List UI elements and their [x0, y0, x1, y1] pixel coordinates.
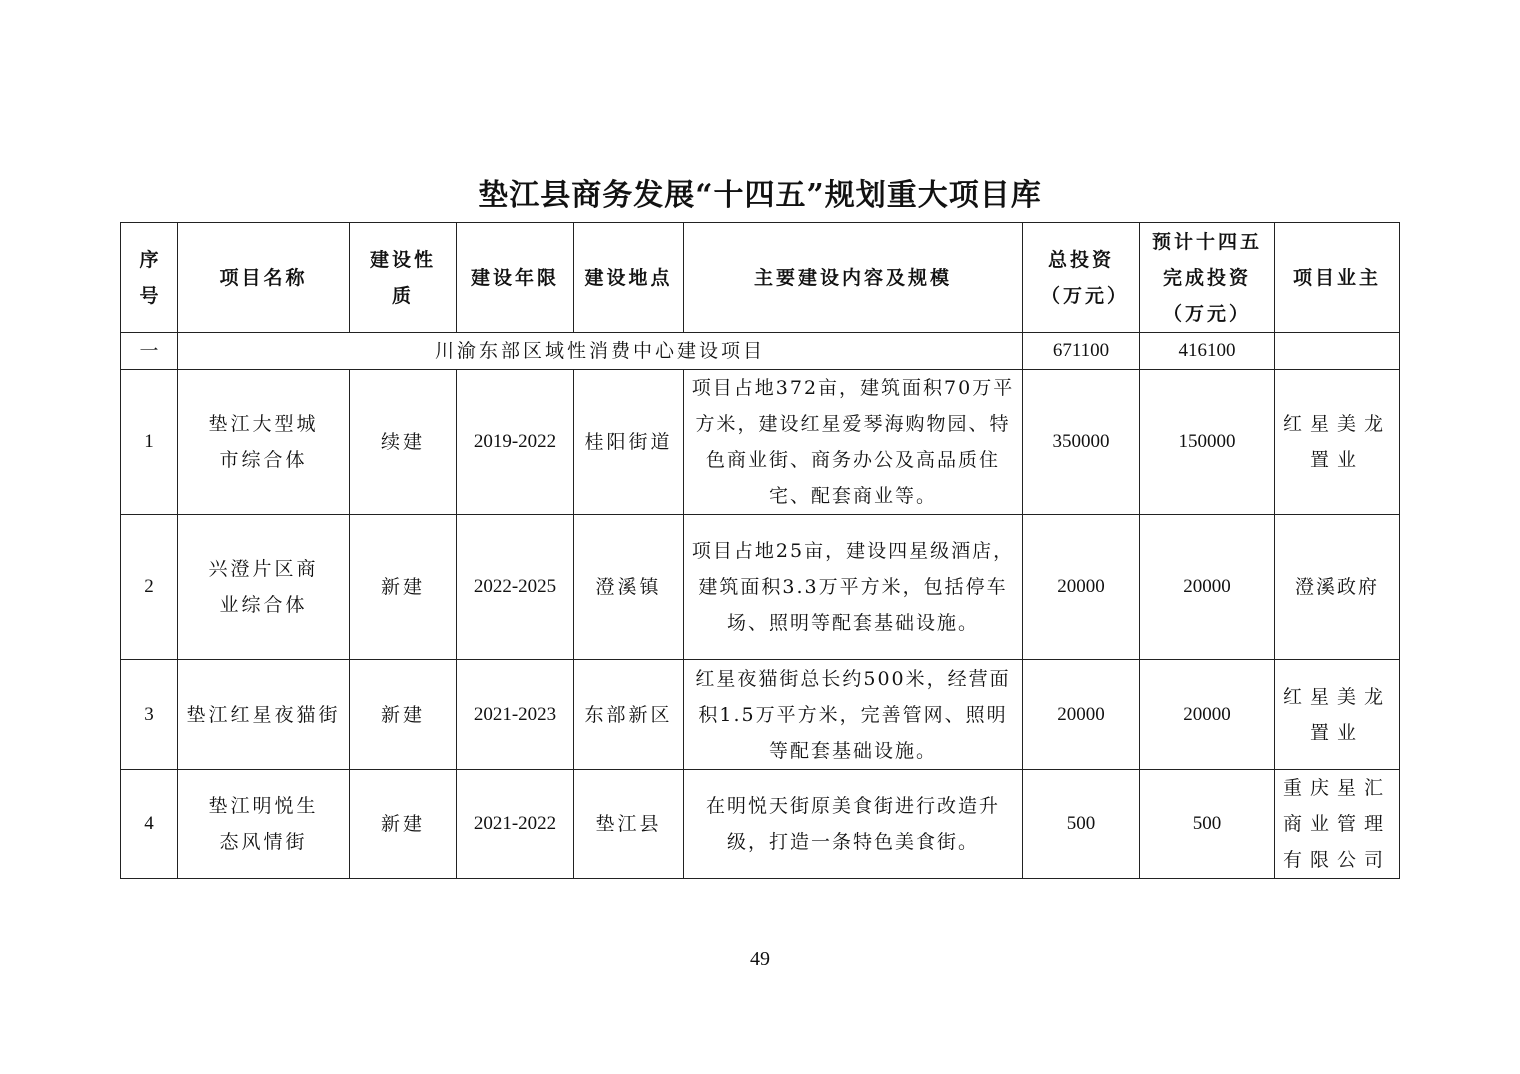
row-total: 500	[1023, 770, 1140, 879]
header-period: 建设年限	[457, 223, 574, 333]
row-no: 1	[121, 370, 178, 515]
row-content: 项目占地372亩，建筑面积70万平方米，建设红星爱琴海购物园、特色商业街、商务办公及高品质住宅、配套商业等。	[684, 370, 1023, 515]
row-owner: 重庆星汇商业管理有限公司	[1275, 770, 1400, 879]
group-row	[121, 333, 1400, 370]
row-content: 在明悦天街原美食街进行改造升级，打造一条特色美食街。	[684, 770, 1023, 879]
row-total: 20000	[1023, 515, 1140, 660]
page-title: 垫江县商务发展“十四五”规划重大项目库	[478, 178, 1042, 213]
header-total: 总投资（万元）	[1023, 223, 1140, 333]
row-planned: 500	[1140, 770, 1275, 879]
row-name: 垫江大型城市综合体	[178, 370, 350, 515]
row-nature: 新建	[350, 660, 457, 770]
header-nature: 建设性质	[350, 223, 457, 333]
row-no: 2	[121, 515, 178, 660]
row-nature: 续建	[350, 370, 457, 515]
group-name: 川渝东部区域性消费中心建设项目	[178, 333, 1023, 370]
row-location: 澄溪镇	[574, 515, 684, 660]
row-name: 兴澄片区商业综合体	[178, 515, 350, 660]
row-owner: 红星美龙置业	[1275, 660, 1400, 770]
row-planned: 20000	[1140, 515, 1275, 660]
group-total: 671100	[1023, 333, 1140, 370]
table-row	[121, 515, 1400, 660]
row-planned: 20000	[1140, 660, 1275, 770]
group-no: 一	[121, 333, 178, 370]
table-row	[121, 770, 1400, 879]
row-name: 垫江明悦生态风情街	[178, 770, 350, 879]
row-nature: 新建	[350, 770, 457, 879]
row-period: 2019-2022	[457, 370, 574, 515]
row-content: 红星夜猫街总长约500米，经营面积1.5万平方米，完善管网、照明等配套基础设施。	[684, 660, 1023, 770]
row-location: 桂阳街道	[574, 370, 684, 515]
row-period: 2022-2025	[457, 515, 574, 660]
header-name: 项目名称	[178, 223, 350, 333]
row-owner: 红星美龙置业	[1275, 370, 1400, 515]
group-owner	[1275, 333, 1400, 370]
header-planned: 预计十四五完成投资（万元）	[1140, 223, 1275, 333]
row-period: 2021-2022	[457, 770, 574, 879]
table-row	[121, 370, 1400, 515]
table-row	[121, 660, 1400, 770]
row-total: 350000	[1023, 370, 1140, 515]
header-row	[121, 223, 1400, 333]
group-planned: 416100	[1140, 333, 1275, 370]
row-name: 垫江红星夜猫街	[178, 660, 350, 770]
row-owner: 澄溪政府	[1275, 515, 1400, 660]
header-location: 建设地点	[574, 223, 684, 333]
row-nature: 新建	[350, 515, 457, 660]
row-location: 垫江县	[574, 770, 684, 879]
page-number: 49	[750, 948, 770, 970]
row-total: 20000	[1023, 660, 1140, 770]
row-no: 4	[121, 770, 178, 879]
row-content: 项目占地25亩，建设四星级酒店，建筑面积3.3万平方米，包括停车场、照明等配套基础设施。	[684, 515, 1023, 660]
row-planned: 150000	[1140, 370, 1275, 515]
row-period: 2021-2023	[457, 660, 574, 770]
row-location: 东部新区	[574, 660, 684, 770]
header-owner: 项目业主	[1275, 223, 1400, 333]
header-content: 主要建设内容及规模	[684, 223, 1023, 333]
project-table	[120, 222, 1400, 879]
row-no: 3	[121, 660, 178, 770]
header-no: 序号	[121, 223, 178, 333]
